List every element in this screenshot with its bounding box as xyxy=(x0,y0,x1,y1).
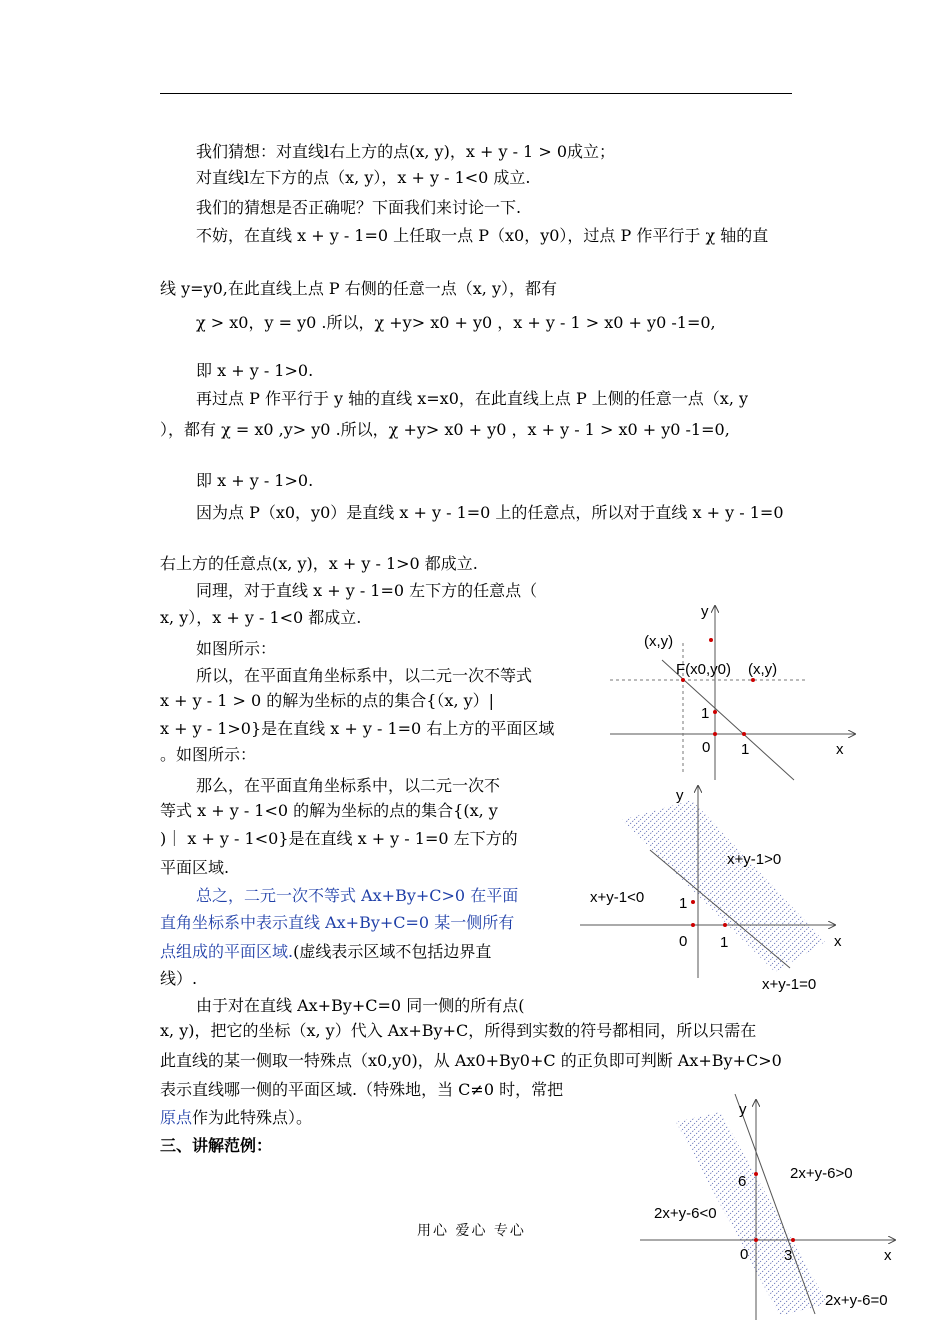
text-line: 对直线l左下方的点（x, y），x + y - 1<0 成立. xyxy=(196,168,531,187)
point-marker xyxy=(713,710,717,714)
text-line-blue: 直角坐标系中表示直线 Ax+By+C=0 某一侧所有 xyxy=(160,913,515,932)
page-footer: 用心 爱心 专心 xyxy=(417,1223,526,1239)
text-line: 所以，在平面直角坐标系中，以二元一次不等式 xyxy=(196,666,533,685)
figure-region-1 xyxy=(580,778,870,998)
text-span: 作为此特殊点）。 xyxy=(192,1108,313,1127)
origin-label: 0 xyxy=(740,1246,749,1263)
figure-line-plot xyxy=(600,598,870,783)
text-line: 由于对在直线 Ax+By+C=0 同一侧的所有点( xyxy=(196,996,525,1015)
tick-label: 1 xyxy=(679,895,688,912)
point-marker xyxy=(713,732,717,736)
text-line: 不妨，在直线 x + y - 1=0 上任取一点 P（x0，y0），过点 P 作平行于 χ 轴的直 xyxy=(196,226,769,245)
tick-label: 1 xyxy=(720,934,729,951)
point-marker xyxy=(754,1172,758,1176)
origin-label: 0 xyxy=(702,739,711,756)
section-title: 三、讲解范例： xyxy=(160,1136,273,1155)
text-line xyxy=(160,1107,312,1129)
y-axis-label: y xyxy=(701,603,709,620)
text-line: χ > x0，y = y0 .所以，χ +y> x0 + y0 ，x + y - 1 > x0 + y0 -1=0, xyxy=(196,313,716,332)
tick-label: 6 xyxy=(738,1173,747,1190)
text-line: 即 x + y - 1>0. xyxy=(196,361,314,380)
x-axis-label: x xyxy=(836,741,844,758)
text-line: 我们猜想：对直线l右上方的点(x, y)，x + y - 1 > 0成立； xyxy=(196,142,615,161)
text-line: 那么，在平面直角坐标系中，以二元一次不 xyxy=(196,776,501,795)
tick-label: 3 xyxy=(784,1247,793,1264)
y-axis-label: y xyxy=(739,1101,747,1118)
text-line: 表示直线哪一侧的平面区域.（特殊地，当 C≠0 时，常把 xyxy=(160,1080,564,1099)
text-line: 同理，对于直线 x + y - 1=0 左下方的任意点（ xyxy=(196,581,538,600)
text-line: ），都有 χ = x0 ,y> y0 .所以，χ +y> x0 + y0 ，x + y - 1 > x0 + y0 -1=0, xyxy=(160,420,730,439)
text-line: 此直线的某一侧取一特殊点（x0,y0)，从 Ax0+By0+C 的正负即可判断 Ax+By+C>0 xyxy=(160,1051,782,1070)
text-span: (虚线表示区域不包括边界直 xyxy=(293,942,492,961)
text-line xyxy=(160,941,491,963)
point-label: (x,y) xyxy=(748,661,778,678)
point-label: F(x0,y0) xyxy=(676,661,732,678)
origin-label: 0 xyxy=(679,933,688,950)
x-axis-label: x xyxy=(834,933,842,950)
text-line: 线）. xyxy=(160,969,198,988)
y-axis-label: y xyxy=(676,787,684,804)
text-line: 右上方的任意点(x, y)，x + y - 1>0 都成立. xyxy=(160,554,478,573)
line-label: x+y-1=0 xyxy=(762,976,817,993)
point-marker xyxy=(691,900,695,904)
header-rule xyxy=(160,93,792,94)
point-marker xyxy=(754,1238,758,1242)
text-line: x, y），x + y - 1<0 都成立. xyxy=(160,608,362,627)
line-label: 2x+y-6=0 xyxy=(825,1292,888,1309)
boundary-line xyxy=(662,660,794,780)
text-line: x + y - 1 > 0 的解为坐标的点的集合{（x, y）| xyxy=(160,691,495,710)
point-label: (x,y) xyxy=(644,633,674,650)
region-label: 2x+y-6<0 xyxy=(654,1205,717,1222)
text-line: x, y)，把它的坐标（x, y）代入 Ax+By+C，所得到实数的符号都相同，所以只需在 xyxy=(160,1021,757,1040)
text-span-blue: 原点 xyxy=(160,1108,193,1127)
text-line: 平面区域. xyxy=(160,858,230,877)
text-line: 等式 x + y - 1<0 的解为坐标的点的集合{(x, y xyxy=(160,801,498,820)
region-label: 2x+y-6>0 xyxy=(790,1165,853,1182)
region-label: x+y-1>0 xyxy=(727,851,782,868)
point-marker xyxy=(709,638,713,642)
text-line: 再过点 P 作平行于 y 轴的直线 x=x0，在此直线上点 P 上侧的任意一点（x, y xyxy=(196,389,749,408)
text-span-blue: 点组成的平面区域. xyxy=(160,942,294,961)
point-marker xyxy=(751,678,755,682)
point-marker xyxy=(791,1238,795,1242)
text-line: 因为点 P（x0，y0）是直线 x + y - 1=0 上的任意点，所以对于直线 x + y - 1=0 xyxy=(196,503,784,522)
text-line: 线 y=y0,在此直线上点 P 右侧的任意一点（x, y），都有 xyxy=(160,279,558,298)
region-label: x+y-1<0 xyxy=(590,889,645,906)
tick-label: 1 xyxy=(701,705,710,722)
x-axis-label: x xyxy=(884,1247,892,1264)
text-line: )｜ x + y - 1<0}是在直线 x + y - 1=0 左下方的 xyxy=(160,829,518,848)
text-line: 。如图所示： xyxy=(160,745,257,764)
tick-label: 1 xyxy=(741,741,750,758)
text-line: 即 x + y - 1>0. xyxy=(196,471,314,490)
figure-region-2 xyxy=(640,1094,910,1322)
text-line: 我们的猜想是否正确呢？下面我们来讨论一下. xyxy=(196,198,522,217)
text-line: x + y - 1>0}是在直线 x + y - 1=0 右上方的平面区域 xyxy=(160,719,555,738)
point-marker xyxy=(681,678,685,682)
text-line: 如图所示： xyxy=(196,639,277,658)
point-marker xyxy=(723,923,727,927)
text-line-blue: 总之，二元一次不等式 Ax+By+C>0 在平面 xyxy=(196,886,519,905)
point-marker xyxy=(742,732,746,736)
point-marker xyxy=(691,923,695,927)
